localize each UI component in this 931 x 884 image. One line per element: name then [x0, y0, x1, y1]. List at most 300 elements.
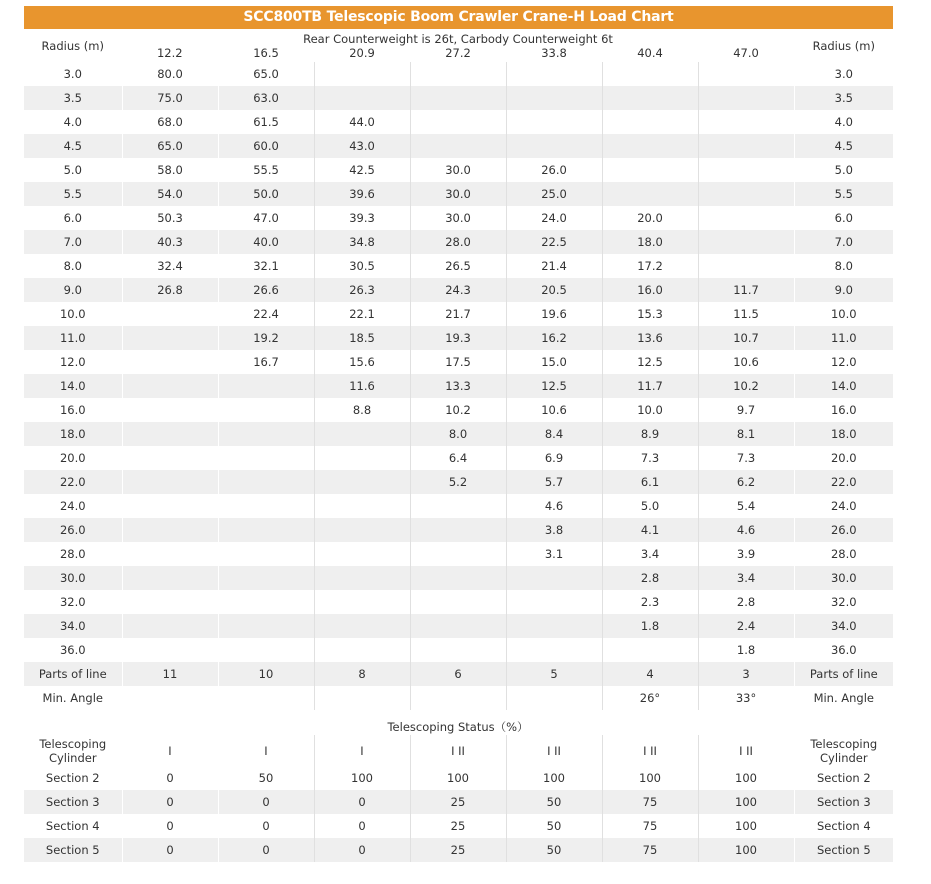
- load-value-cell: [122, 590, 218, 614]
- load-value-cell: [122, 350, 218, 374]
- parts-of-line-label: Parts of line: [24, 662, 122, 686]
- load-value-cell: 16.2: [506, 326, 602, 350]
- load-value-cell: 12.5: [602, 350, 698, 374]
- parts-of-line-value: 8: [314, 662, 410, 686]
- load-value-cell: [122, 326, 218, 350]
- telescoping-label: Section 2: [24, 766, 122, 790]
- load-value-cell: 19.6: [506, 302, 602, 326]
- telescoping-status-title: Telescoping Status（%）: [122, 710, 794, 735]
- load-row: [24, 302, 893, 326]
- load-value-cell: 58.0: [122, 158, 218, 182]
- load-value-cell: [218, 470, 314, 494]
- radius-cell-right: 36.0: [794, 638, 893, 662]
- load-value-cell: 4.6: [506, 494, 602, 518]
- load-value-cell: 8.9: [602, 422, 698, 446]
- load-row: [24, 62, 893, 86]
- load-value-cell: [218, 446, 314, 470]
- load-value-cell: 2.8: [698, 590, 794, 614]
- load-value-cell: [698, 206, 794, 230]
- load-value-cell: 17.2: [602, 254, 698, 278]
- radius-cell-right: 18.0: [794, 422, 893, 446]
- load-value-cell: [410, 62, 506, 86]
- radius-cell-right: 26.0: [794, 518, 893, 542]
- load-value-cell: [218, 374, 314, 398]
- telescoping-value: 25: [410, 838, 506, 862]
- parts-of-line-label-right: Parts of line: [794, 662, 893, 686]
- boom-length-header: 40.4: [602, 46, 698, 62]
- load-value-cell: 65.0: [218, 62, 314, 86]
- load-value-cell: [218, 590, 314, 614]
- radius-cell: 5.5: [24, 182, 122, 206]
- load-value-cell: [122, 302, 218, 326]
- counterweight-note: Rear Counterweight is 26t, Carbody Counterweight 6t: [122, 29, 794, 46]
- boom-length-header: 16.5: [218, 46, 314, 62]
- radius-cell-right: 4.5: [794, 134, 893, 158]
- radius-cell-right: 3.0: [794, 62, 893, 86]
- header-row: [24, 29, 893, 46]
- telescoping-label-right: Section 4: [794, 814, 893, 838]
- load-row: [24, 566, 893, 590]
- telescoping-row: [24, 814, 893, 838]
- load-value-cell: 6.1: [602, 470, 698, 494]
- telescoping-label: Telescoping Cylinder: [24, 735, 122, 766]
- min-angle-value: [410, 686, 506, 710]
- chart-title: SCC800TB Telescopic Boom Crawler Crane-H Load Chart: [24, 6, 893, 29]
- load-value-cell: [602, 182, 698, 206]
- telescoping-value: 0: [122, 838, 218, 862]
- load-value-cell: [122, 422, 218, 446]
- load-value-cell: 19.2: [218, 326, 314, 350]
- radius-cell: 10.0: [24, 302, 122, 326]
- load-value-cell: 13.6: [602, 326, 698, 350]
- boom-length-header: 33.8: [506, 46, 602, 62]
- load-value-cell: 43.0: [314, 134, 410, 158]
- load-value-cell: 30.0: [410, 158, 506, 182]
- load-value-cell: 54.0: [122, 182, 218, 206]
- load-row: [24, 374, 893, 398]
- load-value-cell: 5.0: [602, 494, 698, 518]
- load-value-cell: 26.3: [314, 278, 410, 302]
- telescoping-title-spacer-right: [794, 710, 893, 735]
- load-value-cell: 16.0: [602, 278, 698, 302]
- load-value-cell: 11.6: [314, 374, 410, 398]
- radius-cell: 4.5: [24, 134, 122, 158]
- radius-cell-right: 20.0: [794, 446, 893, 470]
- telescoping-value: 100: [506, 766, 602, 790]
- load-value-cell: 75.0: [122, 86, 218, 110]
- load-value-cell: [314, 518, 410, 542]
- radius-cell: 6.0: [24, 206, 122, 230]
- load-value-cell: 15.0: [506, 350, 602, 374]
- radius-cell: 30.0: [24, 566, 122, 590]
- telescoping-value: I II: [506, 735, 602, 766]
- load-value-cell: 5.2: [410, 470, 506, 494]
- telescoping-row: [24, 735, 893, 766]
- load-value-cell: 63.0: [218, 86, 314, 110]
- load-value-cell: 32.4: [122, 254, 218, 278]
- telescoping-title-row: [24, 710, 893, 735]
- load-value-cell: 5.4: [698, 494, 794, 518]
- load-row: [24, 110, 893, 134]
- load-value-cell: 30.0: [410, 182, 506, 206]
- load-value-cell: [602, 86, 698, 110]
- load-value-cell: [410, 638, 506, 662]
- telescoping-value: 0: [314, 814, 410, 838]
- min-angle-value: [314, 686, 410, 710]
- load-value-cell: [410, 494, 506, 518]
- load-row: [24, 542, 893, 566]
- load-value-cell: [506, 614, 602, 638]
- parts-of-line-value: 6: [410, 662, 506, 686]
- boom-length-header: 27.2: [410, 46, 506, 62]
- radius-cell-right: 10.0: [794, 302, 893, 326]
- load-value-cell: [122, 494, 218, 518]
- radius-cell: 18.0: [24, 422, 122, 446]
- telescoping-title-spacer-left: [24, 710, 122, 735]
- load-row: [24, 278, 893, 302]
- radius-cell-right: 24.0: [794, 494, 893, 518]
- load-value-cell: 13.3: [410, 374, 506, 398]
- load-row: [24, 182, 893, 206]
- load-value-cell: [218, 566, 314, 590]
- load-value-cell: 19.3: [410, 326, 506, 350]
- radius-cell-right: 6.0: [794, 206, 893, 230]
- load-value-cell: 18.5: [314, 326, 410, 350]
- radius-cell: 24.0: [24, 494, 122, 518]
- load-value-cell: [506, 110, 602, 134]
- load-value-cell: [218, 638, 314, 662]
- telescoping-value: 100: [698, 790, 794, 814]
- telescoping-value: I II: [602, 735, 698, 766]
- load-value-cell: [314, 470, 410, 494]
- radius-cell: 8.0: [24, 254, 122, 278]
- load-value-cell: [506, 566, 602, 590]
- boom-length-header: 20.9: [314, 46, 410, 62]
- load-value-cell: 17.5: [410, 350, 506, 374]
- load-value-cell: 22.4: [218, 302, 314, 326]
- load-value-cell: 26.8: [122, 278, 218, 302]
- telescoping-value: 0: [218, 790, 314, 814]
- radius-cell: 9.0: [24, 278, 122, 302]
- load-value-cell: 2.3: [602, 590, 698, 614]
- load-value-cell: 40.0: [218, 230, 314, 254]
- load-value-cell: 15.3: [602, 302, 698, 326]
- load-value-cell: [314, 62, 410, 86]
- load-value-cell: [506, 62, 602, 86]
- load-value-cell: 15.6: [314, 350, 410, 374]
- telescoping-value: 0: [314, 838, 410, 862]
- radius-cell-right: 14.0: [794, 374, 893, 398]
- telescoping-row: [24, 838, 893, 862]
- load-value-cell: [218, 494, 314, 518]
- load-value-cell: 18.0: [602, 230, 698, 254]
- telescoping-value: I II: [410, 735, 506, 766]
- telescoping-value: 0: [314, 790, 410, 814]
- radius-cell: 26.0: [24, 518, 122, 542]
- load-value-cell: [314, 590, 410, 614]
- min-angle-value: [122, 686, 218, 710]
- radius-cell-right: 12.0: [794, 350, 893, 374]
- load-value-cell: [314, 422, 410, 446]
- load-value-cell: [122, 542, 218, 566]
- load-value-cell: 3.4: [602, 542, 698, 566]
- load-value-cell: 8.0: [410, 422, 506, 446]
- load-value-cell: 1.8: [602, 614, 698, 638]
- radius-cell: 22.0: [24, 470, 122, 494]
- load-row: [24, 206, 893, 230]
- load-value-cell: 10.2: [698, 374, 794, 398]
- telescoping-value: 100: [698, 814, 794, 838]
- load-value-cell: [698, 254, 794, 278]
- load-value-cell: [314, 86, 410, 110]
- load-value-cell: 50.3: [122, 206, 218, 230]
- telescoping-value: 25: [410, 814, 506, 838]
- load-value-cell: 21.7: [410, 302, 506, 326]
- parts-of-line-value: 10: [218, 662, 314, 686]
- load-value-cell: 20.0: [602, 206, 698, 230]
- radius-cell: 16.0: [24, 398, 122, 422]
- radius-cell: 14.0: [24, 374, 122, 398]
- telescoping-value: I: [218, 735, 314, 766]
- boom-length-header: 12.2: [122, 46, 218, 62]
- load-value-cell: 11.7: [698, 278, 794, 302]
- load-value-cell: [218, 542, 314, 566]
- telescoping-value: I: [314, 735, 410, 766]
- load-row: [24, 326, 893, 350]
- parts-of-line-value: 5: [506, 662, 602, 686]
- load-value-cell: 11.7: [602, 374, 698, 398]
- load-value-cell: 42.5: [314, 158, 410, 182]
- load-value-cell: [122, 518, 218, 542]
- telescoping-label-right: Telescoping Cylinder: [794, 735, 893, 766]
- radius-cell-right: 11.0: [794, 326, 893, 350]
- load-value-cell: 26.5: [410, 254, 506, 278]
- load-value-cell: [410, 566, 506, 590]
- radius-cell-right: 3.5: [794, 86, 893, 110]
- load-value-cell: [410, 590, 506, 614]
- radius-cell: 32.0: [24, 590, 122, 614]
- radius-cell-right: 34.0: [794, 614, 893, 638]
- parts-of-line-row: [24, 662, 893, 686]
- load-row: [24, 134, 893, 158]
- telescoping-label-right: Section 2: [794, 766, 893, 790]
- load-value-cell: [122, 398, 218, 422]
- load-value-cell: [410, 614, 506, 638]
- load-value-cell: 8.8: [314, 398, 410, 422]
- telescoping-value: 75: [602, 790, 698, 814]
- load-value-cell: 10.6: [698, 350, 794, 374]
- load-row: [24, 350, 893, 374]
- load-value-cell: 47.0: [218, 206, 314, 230]
- parts-of-line-value: 3: [698, 662, 794, 686]
- load-value-cell: [410, 110, 506, 134]
- radius-cell: 12.0: [24, 350, 122, 374]
- telescoping-label-right: Section 5: [794, 838, 893, 862]
- load-value-cell: 6.2: [698, 470, 794, 494]
- load-value-cell: 22.5: [506, 230, 602, 254]
- load-value-cell: 1.8: [698, 638, 794, 662]
- radius-cell: 5.0: [24, 158, 122, 182]
- load-value-cell: [602, 134, 698, 158]
- load-row: [24, 158, 893, 182]
- load-value-cell: 44.0: [314, 110, 410, 134]
- radius-cell: 3.0: [24, 62, 122, 86]
- load-value-cell: [698, 230, 794, 254]
- load-value-cell: 30.5: [314, 254, 410, 278]
- radius-cell: 7.0: [24, 230, 122, 254]
- radius-cell-right: 7.0: [794, 230, 893, 254]
- min-angle-value: [218, 686, 314, 710]
- load-value-cell: 9.7: [698, 398, 794, 422]
- telescoping-value: 100: [314, 766, 410, 790]
- load-value-cell: [506, 590, 602, 614]
- load-value-cell: 16.7: [218, 350, 314, 374]
- load-value-cell: 7.3: [602, 446, 698, 470]
- telescoping-value: 0: [218, 838, 314, 862]
- load-value-cell: [122, 470, 218, 494]
- load-value-cell: 26.6: [218, 278, 314, 302]
- radius-cell-right: 30.0: [794, 566, 893, 590]
- load-value-cell: [218, 518, 314, 542]
- load-value-cell: 5.7: [506, 470, 602, 494]
- load-table: [24, 29, 893, 862]
- load-value-cell: 68.0: [122, 110, 218, 134]
- telescoping-value: 75: [602, 838, 698, 862]
- telescoping-value: 0: [218, 814, 314, 838]
- load-row: [24, 494, 893, 518]
- load-value-cell: 32.1: [218, 254, 314, 278]
- load-row: [24, 398, 893, 422]
- telescoping-value: 100: [410, 766, 506, 790]
- load-value-cell: [602, 110, 698, 134]
- min-angle-value: [506, 686, 602, 710]
- load-row: [24, 590, 893, 614]
- radius-header-right: Radius (m): [794, 29, 893, 62]
- telescoping-value: 50: [506, 838, 602, 862]
- load-value-cell: 3.1: [506, 542, 602, 566]
- load-value-cell: [506, 638, 602, 662]
- radius-cell-right: 22.0: [794, 470, 893, 494]
- parts-of-line-value: 11: [122, 662, 218, 686]
- telescoping-value: 100: [698, 838, 794, 862]
- load-value-cell: 39.3: [314, 206, 410, 230]
- telescoping-value: 50: [506, 814, 602, 838]
- telescoping-label: Section 4: [24, 814, 122, 838]
- load-value-cell: [410, 86, 506, 110]
- load-value-cell: [314, 566, 410, 590]
- load-value-cell: 10.6: [506, 398, 602, 422]
- radius-cell-right: 8.0: [794, 254, 893, 278]
- min-angle-label-right: Min. Angle: [794, 686, 893, 710]
- radius-cell-right: 4.0: [794, 110, 893, 134]
- load-value-cell: 4.1: [602, 518, 698, 542]
- telescoping-value: 100: [698, 766, 794, 790]
- radius-cell: 20.0: [24, 446, 122, 470]
- load-value-cell: [314, 638, 410, 662]
- load-value-cell: [602, 62, 698, 86]
- load-row: [24, 422, 893, 446]
- load-value-cell: 20.5: [506, 278, 602, 302]
- radius-cell-right: 16.0: [794, 398, 893, 422]
- load-value-cell: [122, 638, 218, 662]
- load-value-cell: 24.0: [506, 206, 602, 230]
- load-value-cell: 80.0: [122, 62, 218, 86]
- radius-cell: 34.0: [24, 614, 122, 638]
- load-value-cell: 26.0: [506, 158, 602, 182]
- load-row: [24, 254, 893, 278]
- load-value-cell: [122, 614, 218, 638]
- load-value-cell: 28.0: [410, 230, 506, 254]
- telescoping-value: I II: [698, 735, 794, 766]
- load-row: [24, 446, 893, 470]
- load-value-cell: 12.5: [506, 374, 602, 398]
- load-value-cell: 2.4: [698, 614, 794, 638]
- load-value-cell: 11.5: [698, 302, 794, 326]
- load-value-cell: 25.0: [506, 182, 602, 206]
- load-value-cell: [122, 566, 218, 590]
- telescoping-value: 100: [602, 766, 698, 790]
- load-value-cell: 8.1: [698, 422, 794, 446]
- load-value-cell: 65.0: [122, 134, 218, 158]
- telescoping-value: I: [122, 735, 218, 766]
- telescoping-label: Section 5: [24, 838, 122, 862]
- load-value-cell: [698, 110, 794, 134]
- radius-cell-right: 5.0: [794, 158, 893, 182]
- load-value-cell: [506, 134, 602, 158]
- radius-cell: 36.0: [24, 638, 122, 662]
- load-value-cell: 21.4: [506, 254, 602, 278]
- load-value-cell: [602, 158, 698, 182]
- load-value-cell: [698, 182, 794, 206]
- min-angle-row: [24, 686, 893, 710]
- load-row: [24, 638, 893, 662]
- load-value-cell: 39.6: [314, 182, 410, 206]
- radius-cell-right: 32.0: [794, 590, 893, 614]
- load-value-cell: 6.4: [410, 446, 506, 470]
- radius-cell-right: 5.5: [794, 182, 893, 206]
- min-angle-label: Min. Angle: [24, 686, 122, 710]
- load-value-cell: [218, 422, 314, 446]
- telescoping-value: 25: [410, 790, 506, 814]
- telescoping-label-right: Section 3: [794, 790, 893, 814]
- load-value-cell: [218, 398, 314, 422]
- load-value-cell: [698, 158, 794, 182]
- load-value-cell: [314, 446, 410, 470]
- load-value-cell: 7.3: [698, 446, 794, 470]
- load-value-cell: [122, 446, 218, 470]
- radius-cell: 11.0: [24, 326, 122, 350]
- load-value-cell: [698, 86, 794, 110]
- load-value-cell: [602, 638, 698, 662]
- load-value-cell: [122, 374, 218, 398]
- load-value-cell: 22.1: [314, 302, 410, 326]
- telescoping-label: Section 3: [24, 790, 122, 814]
- load-value-cell: [410, 134, 506, 158]
- load-row: [24, 86, 893, 110]
- telescoping-row: [24, 766, 893, 790]
- load-value-cell: [410, 518, 506, 542]
- boom-length-row: [24, 46, 893, 62]
- load-value-cell: [698, 134, 794, 158]
- load-value-cell: 10.7: [698, 326, 794, 350]
- load-value-cell: 8.4: [506, 422, 602, 446]
- load-value-cell: 6.9: [506, 446, 602, 470]
- load-value-cell: 10.0: [602, 398, 698, 422]
- load-value-cell: [314, 494, 410, 518]
- load-value-cell: 24.3: [410, 278, 506, 302]
- load-value-cell: [314, 542, 410, 566]
- telescoping-row: [24, 790, 893, 814]
